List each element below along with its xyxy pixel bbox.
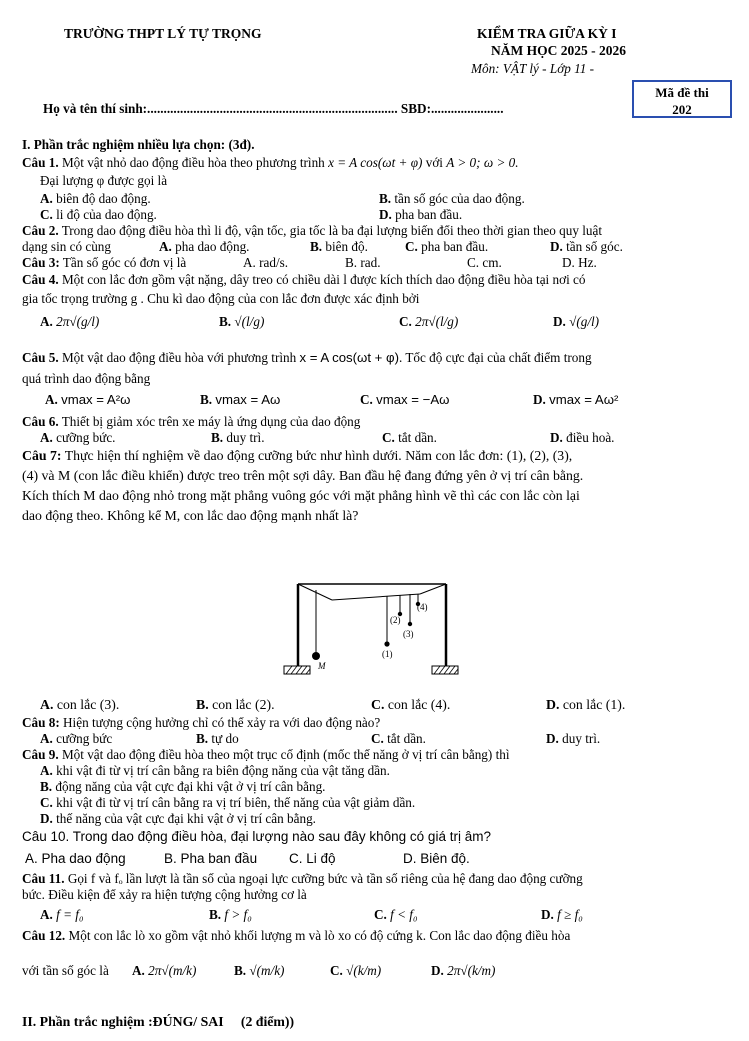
q8-option-c: C. tắt dần.	[371, 731, 426, 746]
q1-option-a: A. biên độ dao động.	[40, 191, 151, 206]
q11-line2: bức. Điều kiện để xảy ra hiện tượng cộng hưởng cơ là	[22, 887, 307, 902]
q7-line4: dao động theo. Không kể M, con lắc dao động mạnh nhất là?	[22, 508, 359, 523]
q5-option-a: A. vmax = A²ω	[45, 392, 131, 407]
q10-option-b: B. Pha ban đầu	[164, 851, 258, 866]
q11-option-b: B. f > f₀	[209, 907, 252, 922]
q7-option-b: B. con lắc (2).	[196, 697, 275, 712]
q4-option-b: B. √(l/g)	[219, 314, 265, 329]
q9-option-b: B. động năng của vật cực đại khi vật ở vị trí cân bằng.	[40, 779, 326, 794]
label-m: M	[318, 661, 326, 671]
q10-option-c: C. Li độ	[289, 851, 336, 866]
pendulum-1-bob	[384, 641, 389, 646]
q11-option-d: D. f ≥ f₀	[541, 907, 583, 922]
q9-option-c: C. khi vật đi từ vị trí cân bằng ra vị trí biên, thế năng của vật giảm dần.	[40, 795, 416, 810]
student-info-line: Họ và tên thí sinh:............................................................................ SBD:......................	[43, 101, 504, 116]
pendulum-figure	[280, 578, 470, 683]
q10-stem: Câu 10. Trong dao động điều hòa, đại lượng nào sau đây không có giá trị âm?	[22, 829, 491, 844]
q4-option-a: A. 2π√(g/l)	[40, 314, 100, 329]
q1-cond: A > 0; ω > 0.	[446, 155, 519, 170]
label-2: (2)	[390, 615, 401, 625]
q2-lead: dạng sin có cùng	[22, 239, 111, 254]
q1-label: Câu 1.	[22, 155, 59, 170]
q8-stem: Câu 8: Hiện tượng cộng hưởng chỉ có thể xảy ra với dao động nào?	[22, 715, 381, 730]
q6-option-b: B. duy trì.	[211, 430, 265, 445]
q8-option-d: D. duy trì.	[546, 731, 601, 746]
q6-option-d: D. điều hoà.	[550, 430, 615, 445]
q3-option-d: D. Hz.	[562, 255, 597, 270]
label-1: (1)	[382, 649, 393, 659]
subject-line: Môn: VẬT lý - Lớp 11 -	[471, 61, 595, 76]
q10-option-a: A. Pha dao động	[25, 851, 126, 866]
q2-line1: Câu 2. Trong dao động điều hòa thì li độ, vận tốc, gia tốc là ba đại lượng biến đổi theo thời gian theo quy luật	[22, 223, 603, 238]
q11-option-a: A. f = f₀	[40, 907, 84, 922]
q8-option-b: B. tự do	[196, 731, 239, 746]
q12-line1: Câu 12. Một con lắc lò xo gồm vật nhỏ khối lượng m và lò xo có độ cứng k. Con lắc dao động điều hòa	[22, 928, 571, 943]
q5-option-c: C. vmax = −Aω	[360, 392, 450, 407]
q1-line2: Đại lượng φ được gọi là	[40, 173, 168, 188]
school-name: TRƯỜNG THPT LÝ TỰ TRỌNG	[64, 26, 262, 41]
q1-option-b: B. tần số góc của dao động.	[379, 191, 525, 206]
q12-option-a: A. 2π√(m/k)	[132, 963, 197, 978]
q6-option-a: A. cưỡng bức.	[40, 430, 116, 445]
q2-option-b: B. biên độ.	[310, 239, 368, 254]
exam-title: KIỂM TRA GIỮA KỲ I	[477, 26, 617, 41]
q5-line2: quá trình dao động bằng	[22, 371, 151, 386]
q1-option-d: D. pha ban đầu.	[379, 207, 463, 222]
q10-option-d: D. Biên độ.	[403, 851, 470, 866]
q7-option-a: A. con lắc (3).	[40, 697, 120, 712]
q3-stem: Câu 3: Tần số góc có đơn vị là	[22, 255, 187, 270]
label-4: (4)	[417, 602, 428, 612]
q4-option-c: C. 2π√(l/g)	[399, 314, 459, 329]
school-year: NĂM HỌC 2025 - 2026	[491, 43, 626, 58]
q6-stem: Câu 6. Thiết bị giảm xóc trên xe máy là ứng dụng của dao động	[22, 414, 361, 429]
q11-option-c: C. f < f₀	[374, 907, 418, 922]
q1-option-c: C. li độ của dao động.	[40, 207, 157, 222]
q5-option-b: B. vmax = Aω	[200, 392, 281, 407]
label-3: (3)	[403, 629, 414, 639]
q3-option-a: A. rad/s.	[243, 255, 289, 270]
q12-option-d: D. 2π√(k/m)	[431, 963, 496, 978]
q4-line2: gia tốc trọng trường g . Chu kì dao động của con lắc đơn được xác định bởi	[22, 291, 420, 306]
q4-option-d: D. √(g/l)	[553, 314, 600, 329]
q7-line1: Câu 7: Thực hiện thí nghiệm về dao động cưỡng bức như hình dưới. Năm con lắc đơn: (1), (2), (3),	[22, 448, 573, 463]
exam-code-box	[632, 80, 732, 118]
q12-option-c: C. √(k/m)	[330, 963, 382, 978]
q2-option-a: A. pha dao động.	[159, 239, 250, 254]
q9-option-d: D. thế năng của vật cực đại khi vật ở vị trí cân bằng.	[40, 811, 316, 826]
q11-line1: Câu 11. Gọi f và fₒ lần lượt là tần số của ngoại lực cưỡng bức và tần số riêng của hệ đang dao động cưỡng	[22, 871, 583, 886]
q3-option-c: C. cm.	[467, 255, 502, 270]
q12-option-b: B. √(m/k)	[234, 963, 285, 978]
pendulum-3-bob	[408, 622, 412, 626]
q2-option-c: C. pha ban đầu.	[405, 239, 489, 254]
q3-option-b: B. rad.	[345, 255, 381, 270]
section1-title: I. Phần trắc nghiệm nhiều lựa chọn: (3đ).	[22, 137, 255, 152]
q4-line1: Câu 4. Một con lắc đơn gồm vật nặng, dây treo có chiều dài l được kích thích dao động điều hòa tại nơi có	[22, 272, 586, 287]
q1-text: Một vật nhỏ dao động điều hòa theo phương trình	[61, 155, 325, 170]
q8-option-a: A. cưỡng bức	[40, 731, 113, 746]
q6-option-c: C. tắt dần.	[382, 430, 437, 445]
q5-line1: Câu 5. Một vật dao động điều hòa với phương trình x = A cos(ωt + φ). Tốc độ cực đại của chất điểm trong	[22, 350, 592, 365]
q5-option-d: D. vmax = Aω²	[533, 392, 619, 407]
q1-formula: x = A cos(ωt + φ)	[328, 155, 423, 170]
q1-stem	[22, 155, 519, 171]
support-string	[332, 594, 420, 600]
q9-option-a: A. khi vật đi từ vị trí cân bằng ra biên động năng của vật tăng dần.	[40, 763, 390, 778]
section2-title: II. Phần trắc nghiệm :ĐÚNG/ SAI (2 điểm))	[22, 1014, 295, 1029]
exam-code-value: 202	[672, 102, 692, 117]
q7-line3: Kích thích M dao động nhỏ trong mặt phẳng vuông góc với mặt phẳng hình vẽ thì các con lắc còn lại	[22, 488, 580, 503]
q7-line2: (4) và M (con lắc điều khiển) được treo trên một sợi dây. Ban đầu hệ đang đứng yên ở vị trí cân bằng.	[22, 468, 584, 483]
q2-option-d: D. tần số góc.	[550, 239, 623, 254]
pendulum-m-bob	[312, 652, 320, 660]
q9-stem: Câu 9. Một vật dao động điều hòa theo một trục cố định (mốc thế năng ở vị trí cân bằng) thì	[22, 747, 510, 762]
exam-code-label: Mã đề thi	[655, 85, 709, 100]
q12-lead: với tần số góc là	[22, 963, 109, 978]
q1-tail: với	[425, 155, 443, 170]
q7-option-d: D. con lắc (1).	[546, 697, 626, 712]
q7-option-c: C. con lắc (4).	[371, 697, 451, 712]
